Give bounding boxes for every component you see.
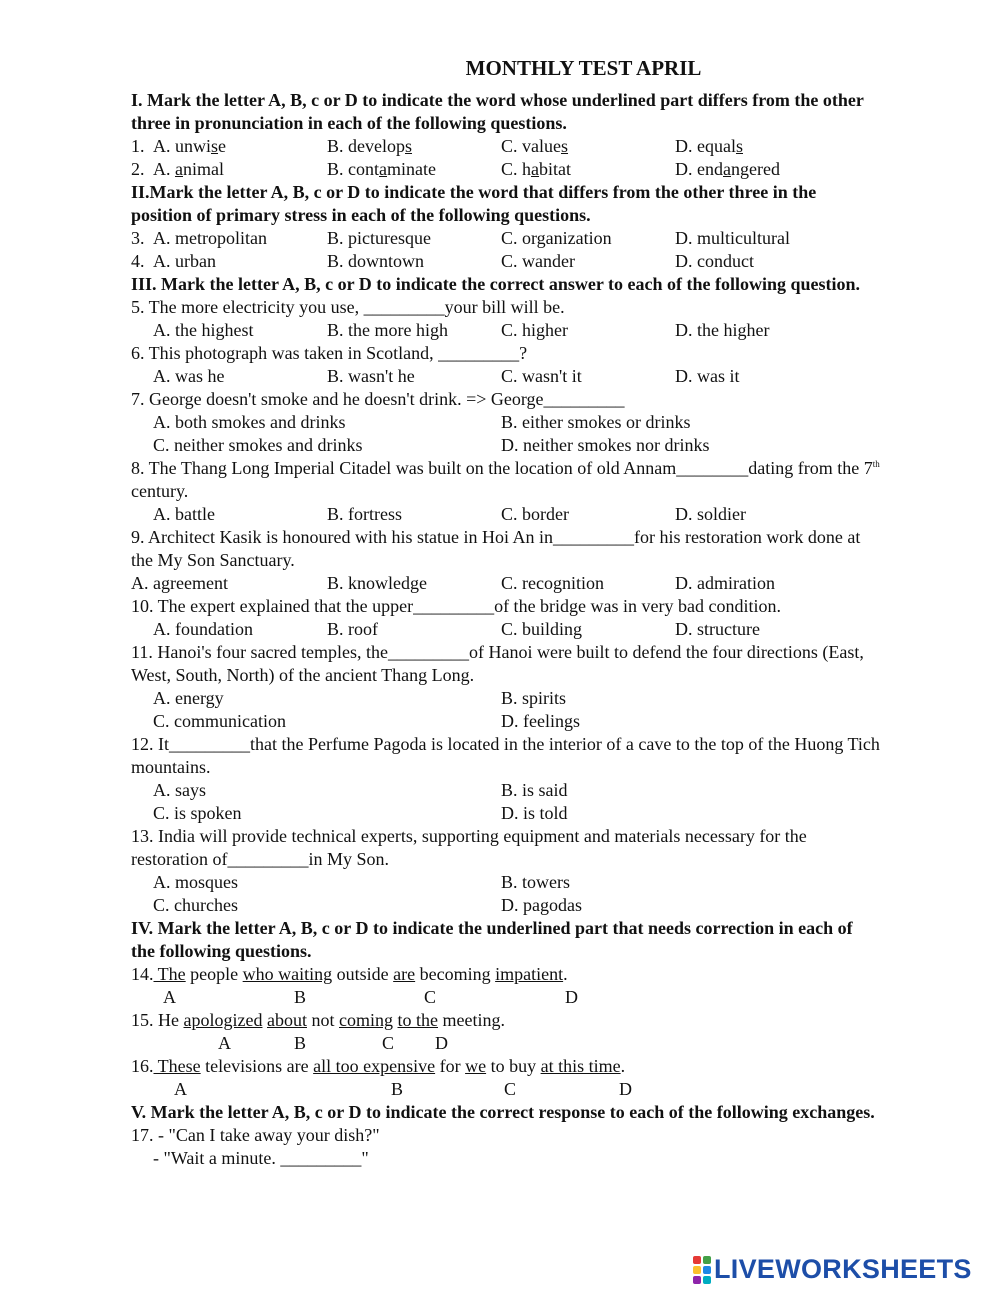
question-11-options-row1 (131, 687, 881, 710)
option-c: C. churches (153, 895, 238, 915)
question-number: 3. (131, 228, 145, 248)
option-d: D. pagodas (501, 895, 582, 915)
option-b: B. the more high (327, 320, 448, 340)
question-9-options (131, 572, 881, 595)
option-b: B. develops (327, 136, 413, 156)
liveworksheets-logo (693, 1254, 972, 1285)
option-c: C. neither smokes and drinks (153, 435, 363, 455)
option-a: A. the highest (153, 320, 254, 340)
question-2 (131, 158, 881, 181)
section-4-heading: IV. Mark the letter A, B, c or D to indicate the underlined part that needs correction in each of the following questions. (131, 918, 853, 961)
option-a: A. foundation (153, 619, 253, 639)
question-10-options (131, 618, 881, 641)
option-b: B. roof (327, 619, 378, 639)
option-d: D. was it (675, 366, 740, 386)
question-13-stem: 13. India will provide technical experts, supporting equipment and materials necessary for the restoration of_________in My Son. (131, 826, 807, 869)
letter-c: C (424, 987, 437, 1007)
letter-c: C (382, 1033, 395, 1053)
option-b: B. towers (501, 872, 570, 892)
option-b: B. fortress (327, 504, 402, 524)
option-c: C. is spoken (153, 803, 242, 823)
option-d: D. equals (675, 136, 743, 156)
question-1 (131, 135, 881, 158)
question-5-stem: 5. The more electricity you use, _________your bill will be. (131, 297, 565, 317)
option-b: B. is said (501, 780, 568, 800)
letter-b: B (294, 1033, 307, 1053)
option-a: A. both smokes and drinks (153, 412, 346, 432)
option-d: D. conduct (675, 251, 754, 271)
question-17-prompt: 17. - "Can I take away your dish?" (131, 1125, 380, 1145)
page-title: MONTHLY TEST APRIL (465, 56, 702, 80)
option-c: C. habitat (501, 159, 572, 179)
option-d: D. soldier (675, 504, 746, 524)
brand-name: LIVEWORKSHEETS (714, 1254, 972, 1284)
option-a: A. urban (153, 251, 216, 271)
question-4 (131, 250, 881, 273)
question-9-stem: 9. Architect Kasik is honoured with his statue in Hoi An in_________for his restoration work done at the My Son Sanctuary. (131, 527, 861, 570)
section-3-heading: III. Mark the letter A, B, c or D to indicate the correct answer to each of the following question. (131, 274, 861, 294)
option-d: D. admiration (675, 573, 775, 593)
option-d: D. neither smokes nor drinks (501, 435, 710, 455)
question-number: 1. (131, 136, 145, 156)
letter-d: D (565, 987, 578, 1007)
option-d: D. endangered (675, 159, 780, 179)
letter-b: B (391, 1079, 404, 1099)
option-a: A. says (153, 780, 206, 800)
option-a: A. was he (153, 366, 225, 386)
option-d: D. structure (675, 619, 760, 639)
option-d: D. the higher (675, 320, 770, 340)
question-3 (131, 227, 881, 250)
question-11-stem: 11. Hanoi's four sacred temples, the_________of Hanoi were built to defend the four directions (East, West, South, North) of the ancient Thang Long. (131, 642, 864, 685)
option-d: D. is told (501, 803, 568, 823)
option-c: C. wander (501, 251, 575, 271)
question-number: 2. (131, 159, 145, 179)
option-b: B. spirits (501, 688, 567, 708)
option-c: C. border (501, 504, 569, 524)
option-d: D. feelings (501, 711, 580, 731)
option-a: A. animal (153, 159, 224, 179)
question-6-options (131, 365, 881, 388)
question-16-letters (131, 1078, 881, 1101)
option-b: B. picturesque (327, 228, 431, 248)
section-1-heading: I. Mark the letter A, B, c or D to indicate the word whose underlined part differs from the other three in pronunciation in each of the following questions. (131, 90, 864, 133)
option-d: D. multicultural (675, 228, 790, 248)
option-a: A. mosques (153, 872, 238, 892)
question-12-stem: 12. It_________that the Perfume Pagoda is located in the interior of a cave to the top of the Huong Tich mountains. (131, 734, 880, 777)
question-7-options-row2 (131, 434, 881, 457)
question-11-options-row2 (131, 710, 881, 733)
question-5-options (131, 319, 881, 342)
section-5-heading: V. Mark the letter A, B, c or D to indicate the correct response to each of the following exchanges. (131, 1102, 875, 1122)
option-a: A. unwise (153, 136, 227, 156)
option-c: C. wasn't it (501, 366, 582, 386)
option-a: A. agreement (131, 573, 228, 593)
option-b: B. wasn't he (327, 366, 415, 386)
question-16-sentence: 16. These televisions are all too expensive for we to buy at this time. (131, 1056, 626, 1076)
question-8-options (131, 503, 881, 526)
logo-mark-icon (693, 1256, 711, 1284)
option-a: A. energy (153, 688, 224, 708)
option-b: B. downtown (327, 251, 425, 271)
question-15-letters (131, 1032, 881, 1055)
option-a: A. battle (153, 504, 215, 524)
option-c: C. communication (153, 711, 286, 731)
question-14-sentence: 14. The people who waiting outside are becoming impatient. (131, 964, 568, 984)
letter-d: D (619, 1079, 632, 1099)
question-13-options-row2 (131, 894, 881, 917)
option-a: A. metropolitan (153, 228, 267, 248)
letter-b: B (294, 987, 307, 1007)
worksheet (131, 55, 881, 1170)
question-number: 4. (131, 251, 145, 271)
option-c: C. recognition (501, 573, 604, 593)
option-b: B. either smokes or drinks (501, 412, 691, 432)
letter-a: A (174, 1079, 187, 1099)
question-6-stem: 6. This photograph was taken in Scotland, _________? (131, 343, 528, 363)
option-c: C. values (501, 136, 569, 156)
question-17-response: - "Wait a minute. _________" (153, 1148, 369, 1168)
question-7-options-row1 (131, 411, 881, 434)
option-b: B. knowledge (327, 573, 427, 593)
question-12-options-row1 (131, 779, 881, 802)
question-14-letters (131, 986, 881, 1009)
option-c: C. building (501, 619, 583, 639)
option-c: C. organization (501, 228, 612, 248)
option-b: B. contaminate (327, 159, 436, 179)
question-13-options-row1 (131, 871, 881, 894)
question-15-sentence: 15. He apologized about not coming to the meeting. (131, 1010, 505, 1030)
question-8-stem: 8. The Thang Long Imperial Citadel was built on the location of old Annam________dating from the 7th century. (131, 458, 880, 501)
question-10-stem: 10. The expert explained that the upper_________of the bridge was in very bad condition. (131, 596, 781, 616)
question-7-stem: 7. George doesn't smoke and he doesn't drink. => George_________ (131, 389, 625, 409)
letter-c: C (504, 1079, 517, 1099)
letter-d: D (435, 1033, 448, 1053)
letter-a: A (218, 1033, 231, 1053)
option-c: C. higher (501, 320, 568, 340)
question-12-options-row2 (131, 802, 881, 825)
letter-a: A (163, 987, 176, 1007)
section-2-heading: II.Mark the letter A, B, c or D to indicate the word that differs from the other three in the position of primary stress in each of the following questions. (131, 182, 817, 225)
